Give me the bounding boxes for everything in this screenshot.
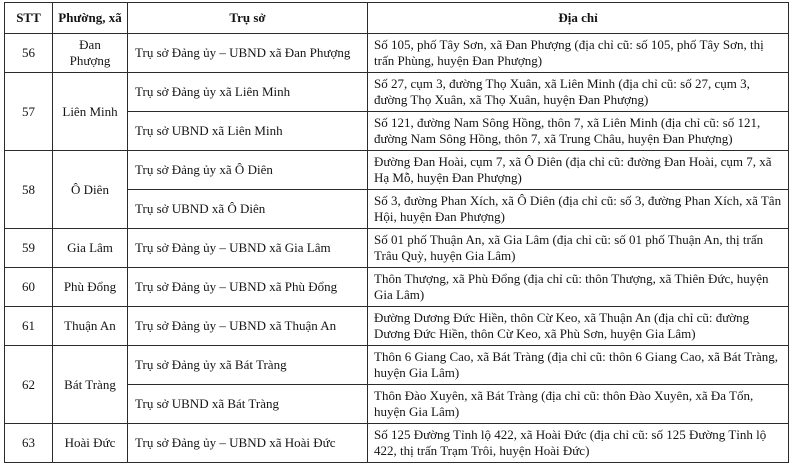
row-address: Đường Dương Đức Hiền, thôn Cừ Keo, xã Thuận An (địa chỉ cũ: đường Dương Đức Hiền, thôn Cừ Keo, xã Phù Sơn, huyện Gia Lâm) xyxy=(368,307,789,346)
row-office-name: Trụ sở UBND xã Liên Minh xyxy=(128,112,368,151)
row-ward-name: Liên Minh xyxy=(53,73,128,151)
row-ward-name: Đan Phượng xyxy=(53,34,128,73)
row-office-name: Trụ sở Đảng ủy – UBND xã Phù Đổng xyxy=(128,268,368,307)
table-row xyxy=(5,307,789,346)
table-row xyxy=(5,346,789,385)
row-office-name: Trụ sở Đảng ủy – UBND xã Đan Phượng xyxy=(128,34,368,73)
header-dia-chi: Địa chỉ xyxy=(368,3,789,34)
row-office-name: Trụ sở Đảng ủy xã Ô Diên xyxy=(128,151,368,190)
row-stt: 61 xyxy=(5,307,53,346)
table-row xyxy=(5,151,789,190)
document-page xyxy=(4,2,788,463)
row-address: Thôn Thượng, xã Phù Đổng (địa chỉ cũ: thôn Thượng, xã Thiên Đức, huyện Gia Lâm) xyxy=(368,268,789,307)
row-ward-name: Phù Đổng xyxy=(53,268,128,307)
row-stt: 59 xyxy=(5,229,53,268)
table-row xyxy=(5,34,789,73)
table-row xyxy=(5,73,789,112)
row-address: Số 3, đường Phan Xích, xã Ô Diên (địa chỉ cũ: số 3, đường Phan Xích, xã Tân Hội, huyện Đan Phượng) xyxy=(368,190,789,229)
table-row xyxy=(5,268,789,307)
header-stt: STT xyxy=(5,3,53,34)
table-row xyxy=(5,424,789,463)
table-header-row xyxy=(5,3,789,34)
row-office-name: Trụ sở Đảng ủy – UBND xã Hoài Đức xyxy=(128,424,368,463)
row-address: Thôn 6 Giang Cao, xã Bát Tràng (địa chỉ cũ: thôn 6 Giang Cao, xã Bát Tràng, huyện Gia Lâm) xyxy=(368,346,789,385)
row-stt: 57 xyxy=(5,73,53,151)
row-stt: 60 xyxy=(5,268,53,307)
row-office-name: Trụ sở Đảng ủy xã Liên Minh xyxy=(128,73,368,112)
row-address: Thôn Đào Xuyên, xã Bát Tràng (địa chỉ cũ: thôn Đào Xuyên, xã Đa Tốn, huyện Gia Lâm) xyxy=(368,385,789,424)
row-office-name: Trụ sở Đảng ủy xã Bát Tràng xyxy=(128,346,368,385)
row-office-name: Trụ sở UBND xã Bát Tràng xyxy=(128,385,368,424)
table-row xyxy=(5,229,789,268)
row-office-name: Trụ sở Đảng ủy – UBND xã Thuận An xyxy=(128,307,368,346)
header-phuong-xa: Phường, xã xyxy=(53,3,128,34)
row-office-name: Trụ sở UBND xã Ô Diên xyxy=(128,190,368,229)
row-address: Số 121, đường Nam Sông Hồng, thôn 7, xã Liên Minh (địa chỉ cũ: số 121, đường Nam Sông Hồng, thôn 7, xã Trung Châu, huyện Đan Phượng) xyxy=(368,112,789,151)
row-address: Số 125 Đường Tỉnh lộ 422, xã Hoài Đức (địa chỉ cũ: số 125 Đường Tỉnh lộ 422, thị trấn Trạm Trôi, huyện Hoài Đức) xyxy=(368,424,789,463)
office-address-table xyxy=(4,2,789,463)
row-stt: 63 xyxy=(5,424,53,463)
row-office-name: Trụ sở Đảng ủy – UBND xã Gia Lâm xyxy=(128,229,368,268)
row-address: Số 27, cụm 3, đường Thọ Xuân, xã Liên Minh (địa chỉ cũ: số 27, cụm 3, đường Thọ Xuân, xã Thọ Xuân, huyện Đan Phượng) xyxy=(368,73,789,112)
row-ward-name: Bát Tràng xyxy=(53,346,128,424)
row-stt: 56 xyxy=(5,34,53,73)
header-tru-so: Trụ sở xyxy=(128,3,368,34)
row-ward-name: Thuận An xyxy=(53,307,128,346)
row-address: Số 01 phố Thuận An, xã Gia Lâm (địa chỉ cũ: số 01 phố Thuận An, thị trấn Trâu Quỳ, huyện Gia Lâm) xyxy=(368,229,789,268)
row-address: Đường Đan Hoài, cụm 7, xã Ô Diên (địa chỉ cũ: đường Đan Hoài, cụm 7, xã Hạ Mỗ, huyện Đan Phượng) xyxy=(368,151,789,190)
row-stt: 58 xyxy=(5,151,53,229)
row-address: Số 105, phố Tây Sơn, xã Đan Phượng (địa chỉ cũ: số 105, phố Tây Sơn, thị trấn Phùng, huyện Đan Phượng) xyxy=(368,34,789,73)
row-ward-name: Ô Diên xyxy=(53,151,128,229)
row-stt: 62 xyxy=(5,346,53,424)
row-ward-name: Hoài Đức xyxy=(53,424,128,463)
row-ward-name: Gia Lâm xyxy=(53,229,128,268)
